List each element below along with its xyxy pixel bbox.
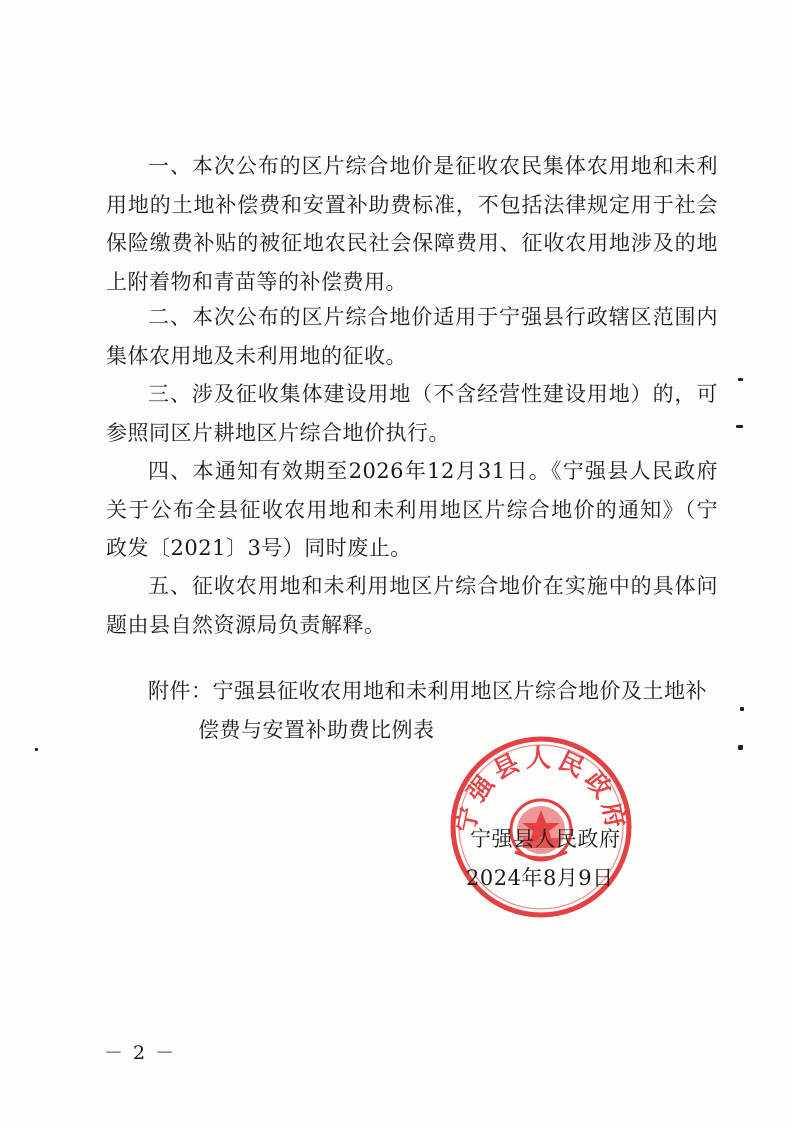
paragraph-4: 四、本通知有效期至2026年12月31日。《宁强县人民政府关于公布全县征收农用地和未利用地区片综合地价的通知》（宁政发〔2021〕3号）同时废止。 [106, 459, 718, 560]
scan-speck [740, 707, 744, 711]
issue-date: 2024年8月9日 [466, 866, 614, 890]
scan-speck [738, 378, 743, 381]
page-number: － 2 － [104, 1042, 177, 1064]
paragraph-1: 一、本次公布的区片综合地价是征收农民集体农用地和未利用地的土地补偿费和安置补助费标准，不包括法律规定用于社会保险缴费补贴的被征地农民社会保障费用、征收农用地涉及的地上附着物和青苗等的补偿费用。 [106, 154, 718, 294]
attachment-title-part-1: 宁强县征收农用地和未利用地区片综合地价及土地补 [212, 679, 707, 703]
seal-arc-text: 宁强县人民政府 [450, 743, 632, 835]
paragraph-5: 五、征收农用地和未利用地区片综合地价在实施中的具体问题由县自然资源局负责解释。 [106, 574, 718, 637]
paragraph-2: 二、本次公布的区片综合地价适用于宁强县行政辖区范围内集体农用地及未利用地的征收。 [106, 305, 718, 368]
paragraph-3: 三、涉及征收集体建设用地（不含经营性建设用地）的，可参照同区片耕地区片综合地价执行。 [106, 382, 718, 445]
attachment-label: 附件： [148, 679, 213, 703]
scan-speck [35, 748, 38, 751]
scan-speck [738, 745, 743, 750]
attachment-title-part-2: 偿费与安置补助费比例表 [198, 718, 435, 742]
attachment-line-1 [148, 672, 707, 711]
scan-speck [736, 425, 743, 428]
issuing-authority: 宁强县人民政府 [470, 827, 621, 851]
